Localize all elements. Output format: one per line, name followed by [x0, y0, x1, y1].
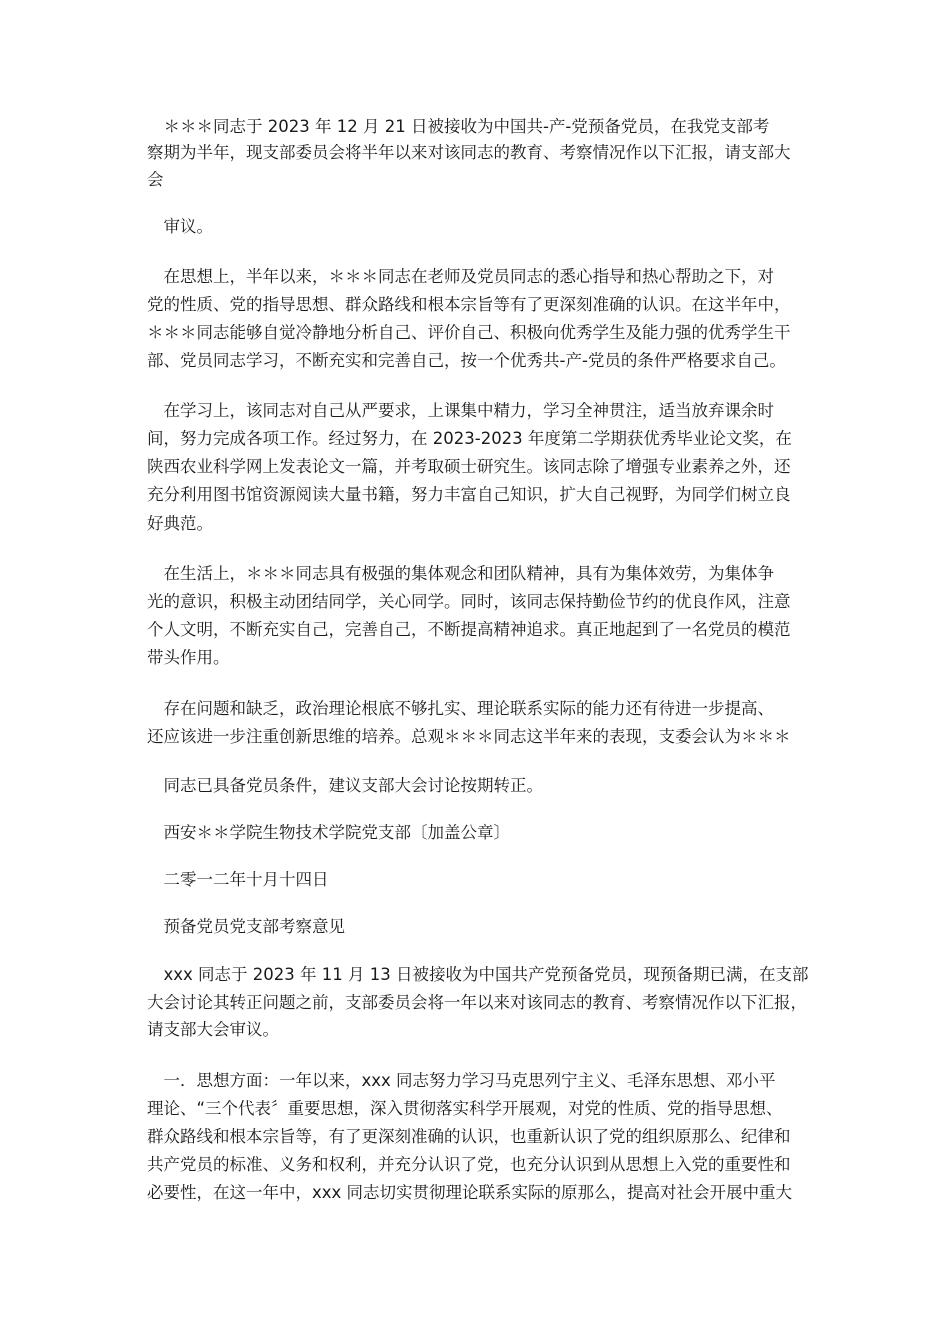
text-line: ＊＊＊同志于 2023 年 12 月 21 日被接收为中国共-产-党预备党员，在我党支部考	[147, 117, 770, 136]
text-line: 共产党员的标准、义务和权利，并充分认识了党，也充分认识到从思想上入党的重要性和	[147, 1155, 791, 1174]
text-line: 必要性，在这一年中，xxx 同志切实贯彻理论联系实际的原那么，提高对社会开展中重大	[147, 1183, 793, 1202]
text-line: 一．思想方面：一年以来，xxx 同志努力学习马克思列宁主义、毛泽东思想、邓小平	[147, 1071, 776, 1090]
text-line: 存在问题和缺乏，政治理论根底不够扎实、理论联系实际的能力还有待进一步提高、	[147, 699, 774, 718]
text-line: 部、党员同志学习，不断充实和完善自己，按一个优秀共-产-党员的条件严格要求自己。	[147, 351, 786, 370]
text-line: 察期为半年，现支部委员会将半年以来对该同志的教育、考察情况作以下汇报，请支部大	[147, 143, 791, 162]
text-line: 间，努力完成各项工作。经过努力，在 2023-2023 年度第二学期获优秀毕业论文奖，在	[147, 429, 792, 448]
text-line: 个人文明，不断充实自己，完善自己，不断提高精神追求。真正地起到了一名党员的模范	[147, 620, 791, 639]
text-line: 西安＊＊学院生物技术学院党支部〔加盖公章〕	[147, 823, 510, 842]
text-line: 好典范。	[147, 514, 213, 533]
text-line: 会	[147, 170, 164, 189]
text-line: 大会讨论其转正问题之前，支部委员会将一年以来对该同志的教育、考察情况作以下汇报，	[147, 993, 807, 1012]
text-line: 群众路线和根本宗旨等，有了更深刻准确的认识，也重新认识了党的组织原那么、纪律和	[147, 1127, 791, 1146]
text-line: ＊＊＊同志能够自觉冷静地分析自己、评价自己、积极向优秀学生及能力强的优秀学生干	[147, 323, 791, 342]
text-line: 在学习上，该同志对自己从严要求，上课集中精力，学习全神贯注，适当放弃课余时	[147, 401, 774, 420]
text-line: 理论、“三个代表〞重要思想，深入贯彻落实科学开展观，对党的性质、党的指导思想、	[147, 1099, 783, 1118]
text-line: 光的意识，积极主动团结同学，关心同学。同时，该同志保持勤俭节约的优良作风，注意	[147, 592, 791, 611]
text-line: 同志已具备党员条件，建议支部大会讨论按期转正。	[147, 776, 543, 795]
text-line: 陕西农业科学网上发表论文一篇，并考取硕士研究生。该同志除了增强专业素养之外，还	[147, 457, 791, 476]
text-line: 请支部大会审议。	[147, 1020, 279, 1039]
text-line: 在思想上，半年以来，＊＊＊同志在老师及党员同志的悉心指导和热心帮助之下，对	[147, 267, 774, 286]
text-line: 二零一二年十月十四日	[147, 870, 329, 889]
text-line: 在生活上，＊＊＊同志具有极强的集体观念和团队精神，具有为集体效劳，为集体争	[147, 564, 774, 583]
text-line: 还应该进一步注重创新思维的培养。总观＊＊＊同志这半年来的表现，支委会认为＊＊＊	[147, 727, 791, 746]
text-line: 充分利用图书馆资源阅读大量书籍，努力丰富自己知识，扩大自己视野，为同学们树立良	[147, 485, 791, 504]
text-line: 党的性质、党的指导思想、群众路线和根本宗旨等有了更深刻准确的认识。在这半年中，	[147, 295, 791, 314]
text-line: 审议。	[147, 217, 213, 236]
text-line: xxx 同志于 2023 年 11 月 13 日被接收为中国共产党预备党员，现预备期已满，在支部	[147, 965, 809, 984]
text-line: 带头作用。	[147, 648, 230, 667]
text-line: 预备党员党支部考察意见	[147, 917, 345, 936]
